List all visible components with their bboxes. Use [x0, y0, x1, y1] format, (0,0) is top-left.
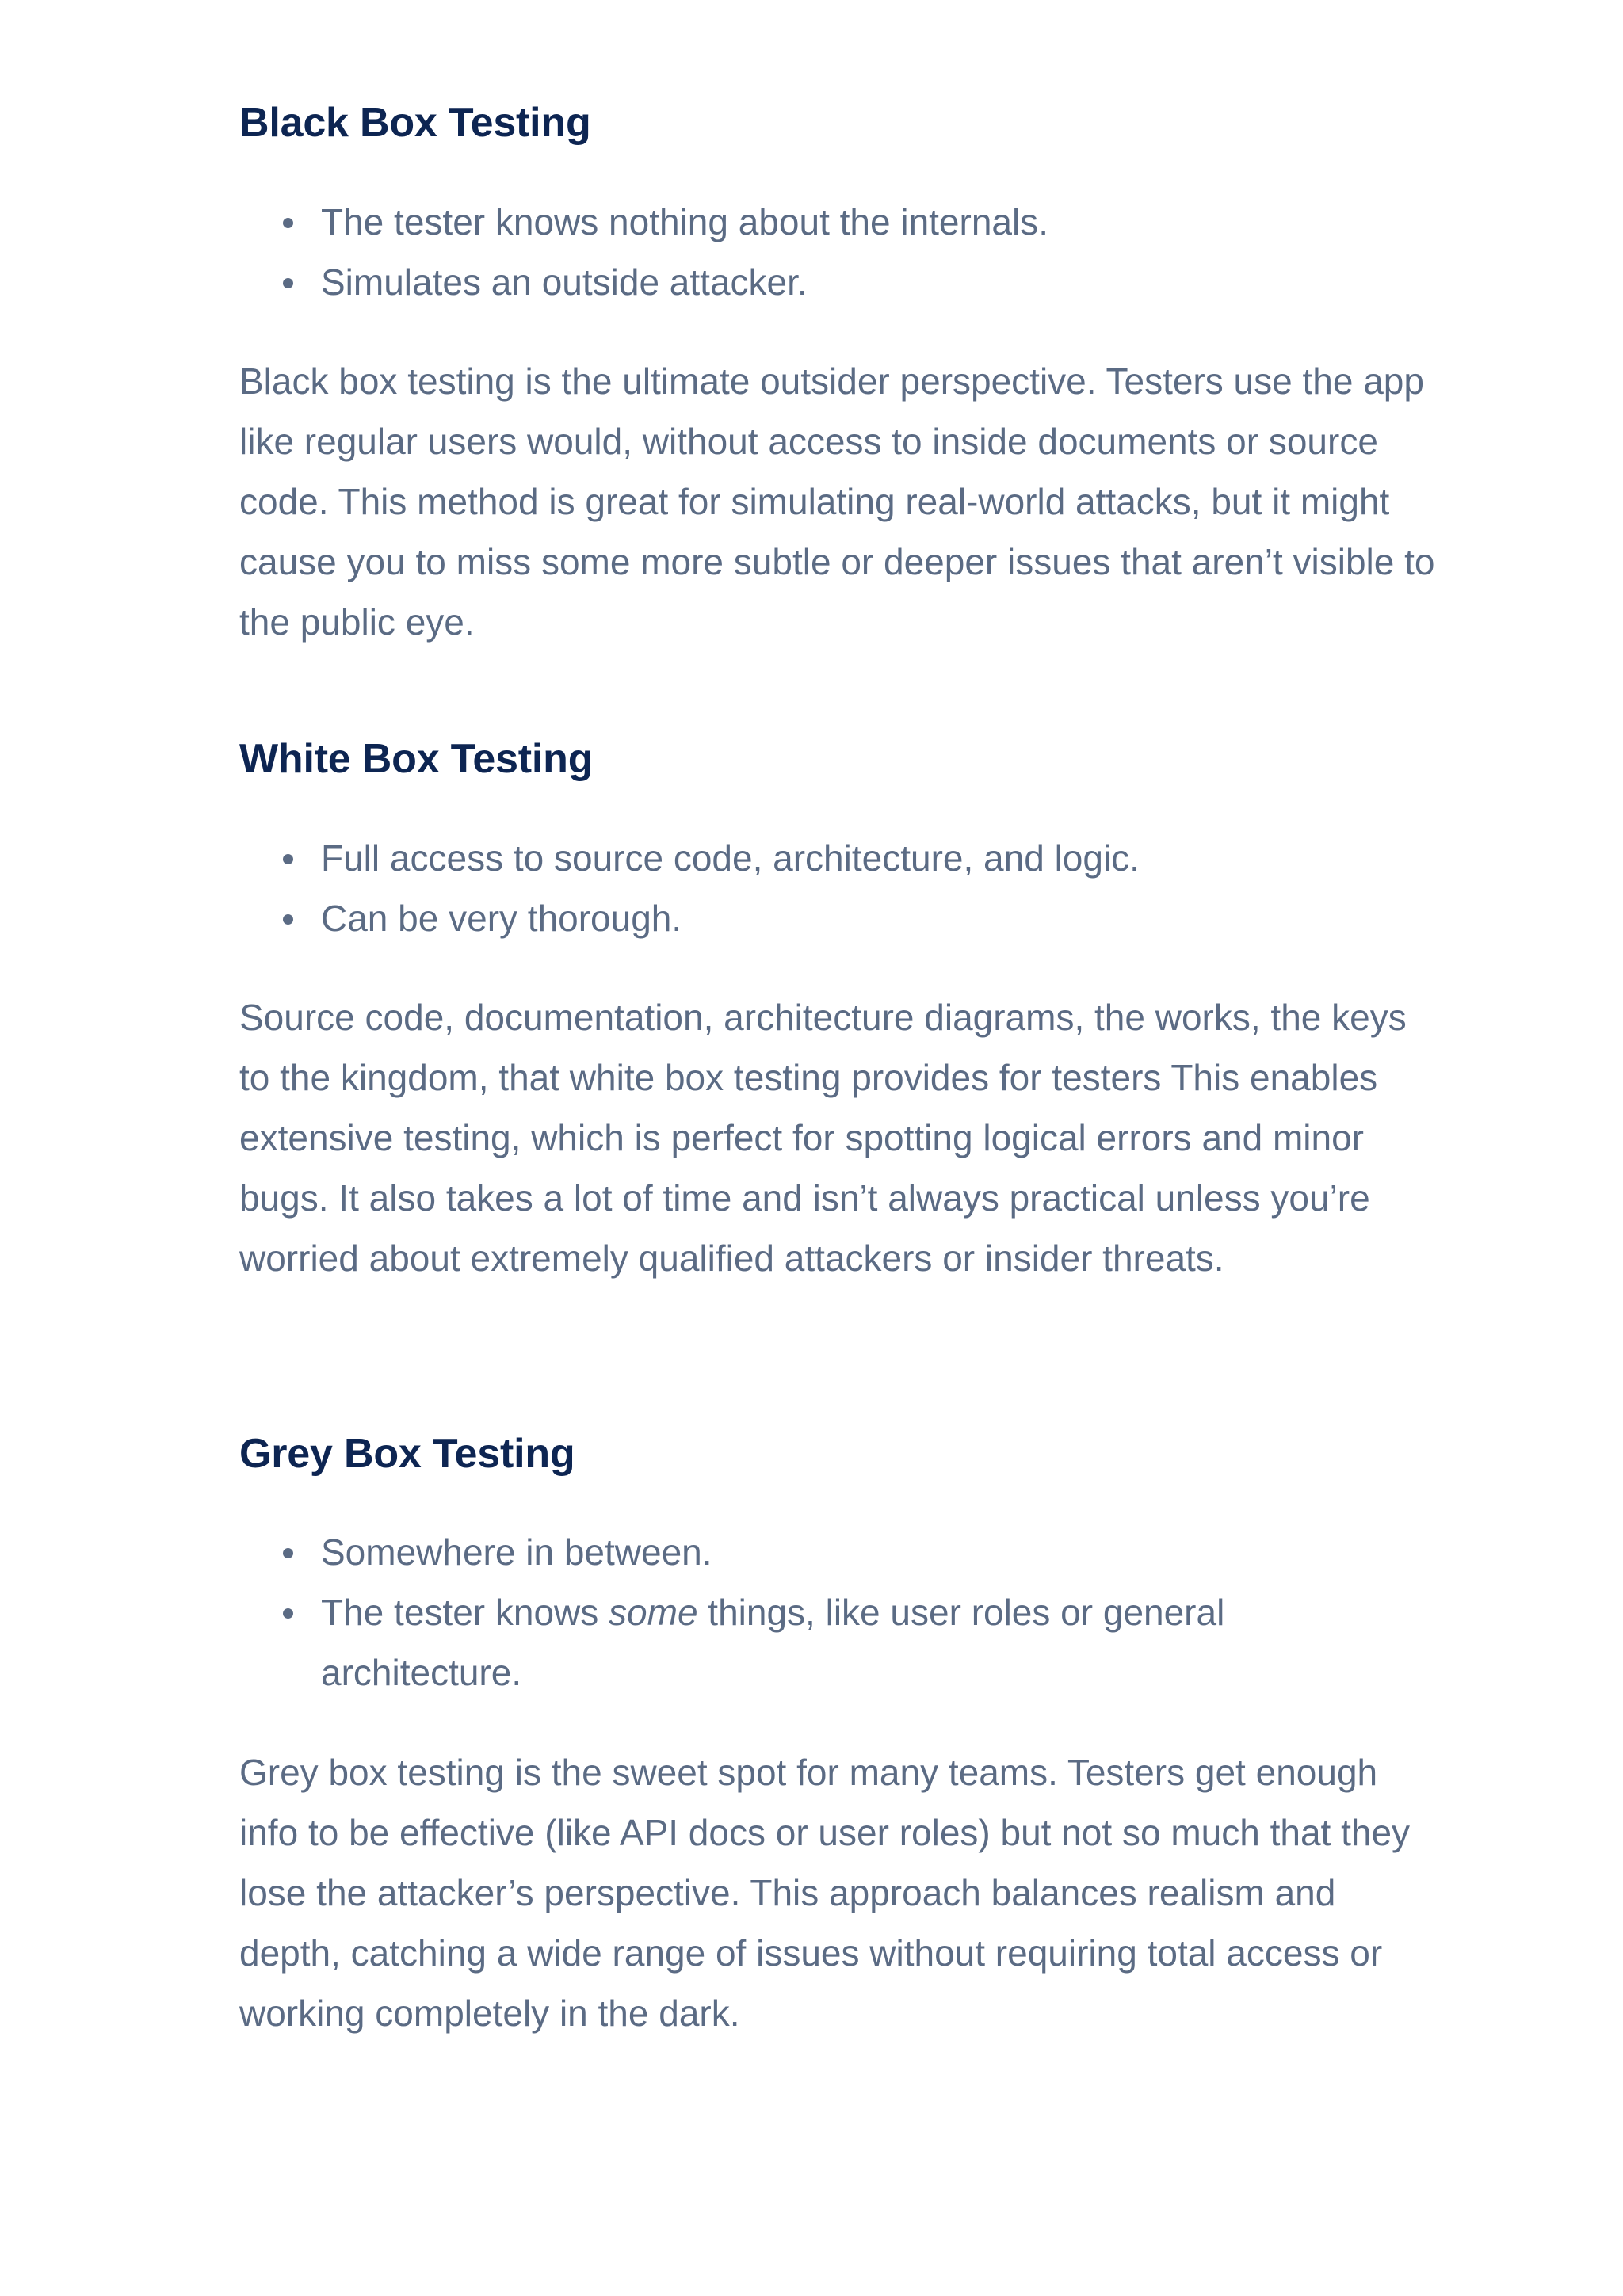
bullet-text: Simulates an outside attacker. — [321, 261, 808, 303]
bullet-list-grey-box — [239, 1522, 1444, 1703]
bullet-dot-icon — [283, 854, 293, 864]
bullet-item — [239, 828, 1304, 888]
section-paragraph-black-box: Black box testing is the ultimate outsider perspective. Testers use the app like regular users would, without access to inside documents or source code. This method is great for simulating real-world attacks, but it might cause you to miss some more subtle or deeper issues that aren’t visible to the public eye. — [239, 360, 1435, 643]
bullet-text: Full access to source code, architecture, and logic. — [321, 837, 1140, 879]
bullet-item — [239, 192, 1304, 252]
bullet-item — [239, 1582, 1304, 1703]
section-heading-black-box: Black Box Testing — [239, 100, 591, 146]
bullet-text: The tester knows nothing about the internals. — [321, 201, 1049, 242]
bullet-emphasis: some — [609, 1592, 698, 1633]
bullet-list-white-box — [239, 828, 1444, 948]
section-heading-white-box: White Box Testing — [239, 736, 594, 782]
bullet-dot-icon — [283, 1608, 293, 1619]
bullet-text: Can be very thorough. — [321, 898, 682, 939]
section-heading-grey-box: Grey Box Testing — [239, 1431, 575, 1477]
section-paragraph-grey-box: Grey box testing is the sweet spot for many teams. Testers get enough info to be effective (like API docs or user roles) but not so much that they lose the attacker’s perspective. This approach balances realism and depth, catching a wide range of issues without requiring total access or working completely in the dark. — [239, 1752, 1411, 2034]
bullet-list-black-box — [239, 192, 1444, 312]
bullet-text-before: The tester knows — [321, 1592, 609, 1633]
bullet-dot-icon — [283, 218, 293, 228]
bullet-dot-icon — [283, 278, 293, 288]
bullet-text: Somewhere in between. — [321, 1531, 712, 1573]
bullet-text-after: things, like user roles or general architecture. — [321, 1592, 1225, 1693]
bullet-item — [239, 888, 1304, 948]
bullet-dot-icon — [283, 1548, 293, 1558]
bullet-item — [239, 252, 1304, 312]
section-paragraph-white-box: Source code, documentation, architecture diagrams, the works, the keys to the kingdom, that white box testing provides for testers This enables extensive testing, which is perfect for spotting logical errors and minor bugs. It also takes a lot of time and isn’t always practical unless you’re worried about extremely qualified attackers or insider threats. — [239, 997, 1407, 1279]
bullet-dot-icon — [283, 914, 293, 925]
bullet-item — [239, 1522, 1304, 1582]
